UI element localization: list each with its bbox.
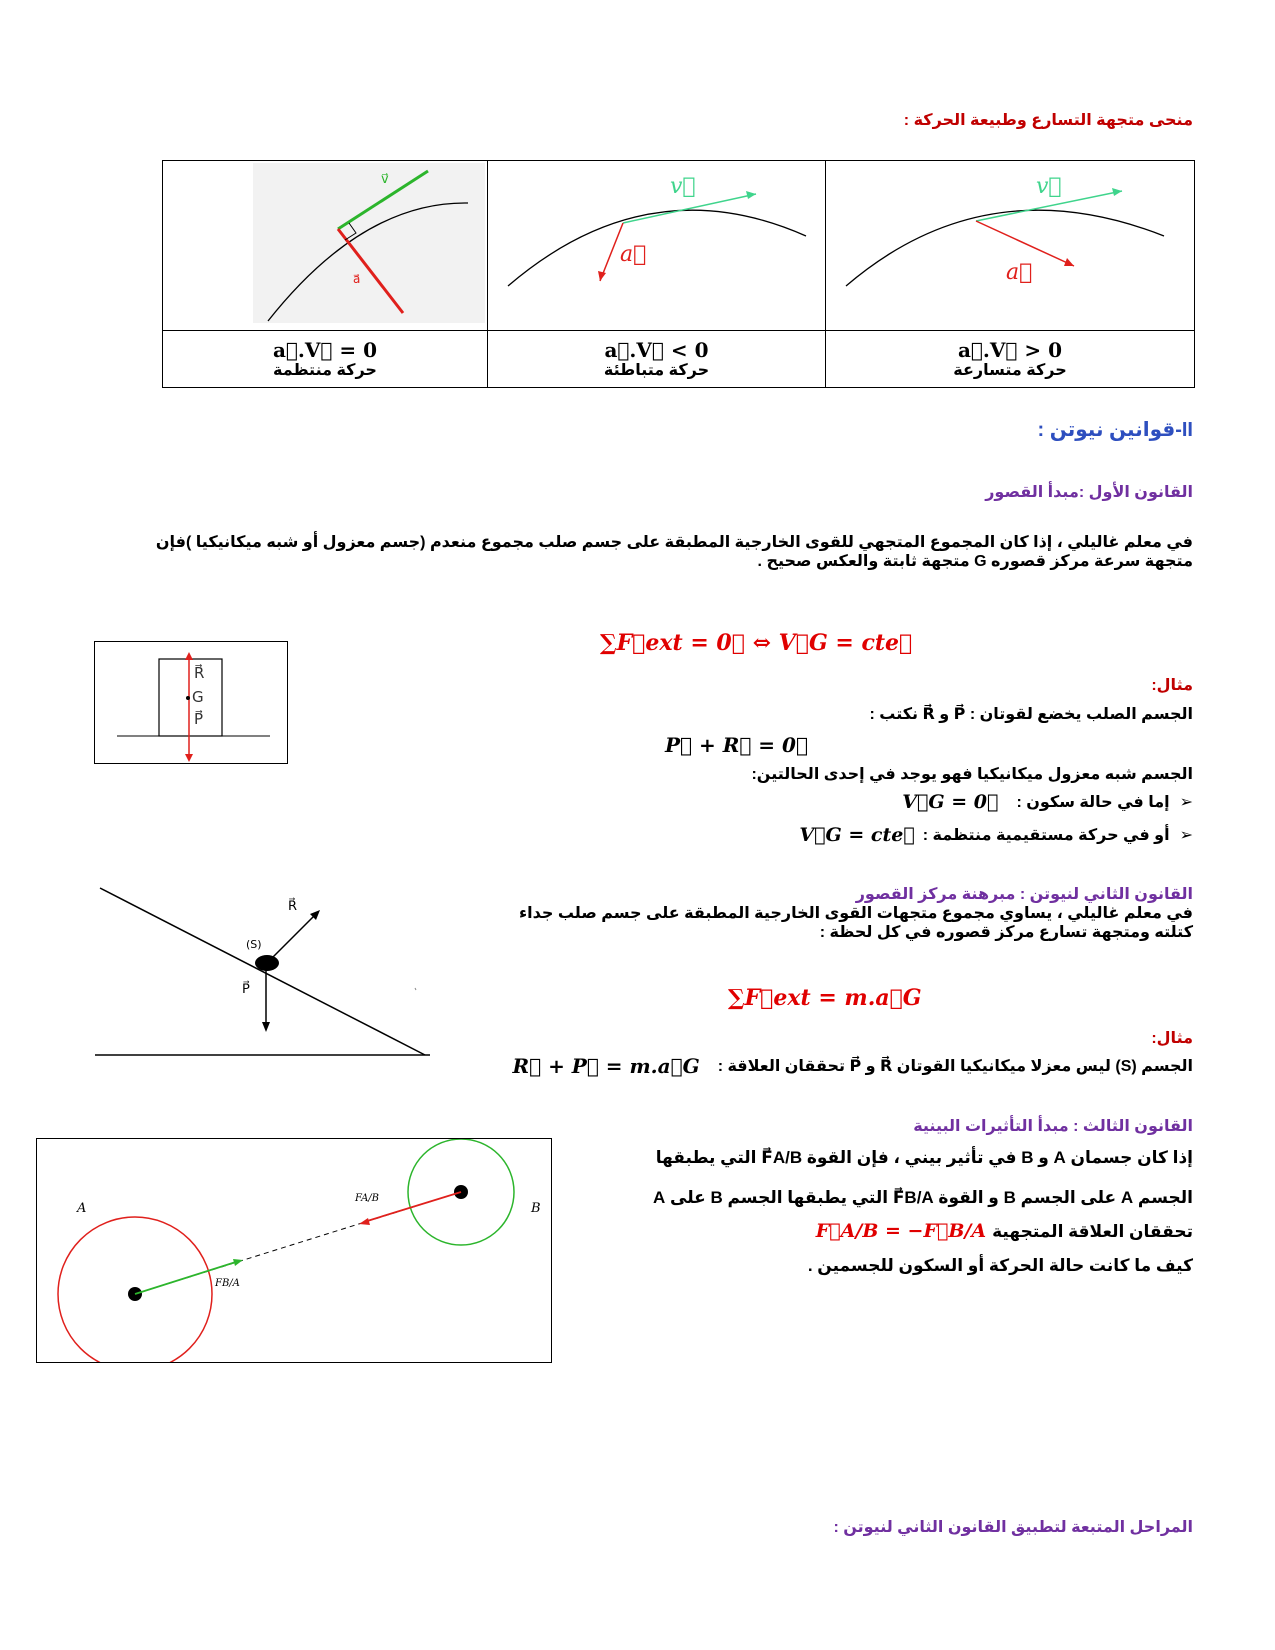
law1-text-line1: في معلم غاليلي ، إذا كان المجموع المتجهي للقوى الخارجية المطبقة على جسم صلب مجموع منعدم (جسم معزول أو شبه ميكانيكيا )فإن (155, 534, 1193, 551)
v-label: v⃗ (1036, 174, 1062, 199)
law1-example-line2: الجسم شبه معزول ميكانيكيا فهو يوجد في إحدى الحالتين: (751, 766, 1193, 783)
bullet2-text: أو في حركة مستقيمية منتظمة : (922, 827, 1170, 844)
acceleration-arrowhead (1064, 258, 1074, 266)
bullet2-eq: V⃗G = cte⃗ (799, 824, 915, 846)
inclined-plane-diagram (90, 880, 450, 1070)
steps-heading: المراحل المتبعة لتطبيق القانون الثاني لنيوتن : (833, 1519, 1193, 1536)
bullet-arrow-icon: ➢ (1179, 794, 1193, 811)
law2-example-eq: R⃗ + P⃗ = m.a⃗G (512, 1054, 700, 1078)
law3-title: القانون الثالث : مبدأ التأثيرات البينية (913, 1118, 1193, 1135)
law3-line1: إذا كان جسمان A و B في تأثير بيني ، فإن القوة F⃗A/B التي يطبقها (655, 1148, 1193, 1167)
center-g-point (186, 696, 190, 700)
block-on-surface-diagram (95, 642, 287, 763)
accelerating-motion-diagram (826, 161, 1194, 325)
accelerating-condition-cell (826, 331, 1195, 388)
law2-formula: ∑F⃗ext = m.a⃗G (728, 985, 922, 1011)
bullet-arrow-icon: ➢ (1179, 827, 1193, 844)
trajectory-curve (846, 210, 1164, 286)
figure-uniform-cell (163, 161, 488, 331)
law1-example-eq: P⃗ + R⃗ = 0⃗ (665, 733, 808, 757)
law3-line2: الجسم A على الجسم B و القوة F⃗B/A التي يطبقها الجسم B على A (652, 1188, 1193, 1207)
solid-block (159, 659, 222, 736)
force-ab-arrowhead (359, 1218, 370, 1225)
law2-example-text: الجسم (S) ليس معزلا ميكانيكيا القوتان R⃗ و P⃗ تحققان العلاقة : (717, 1058, 1193, 1075)
a-label: A (77, 1201, 87, 1216)
reaction-arrowhead (185, 652, 193, 660)
condition-uniform: a⃗.V⃗ = 0 (272, 338, 378, 362)
p-label: P⃗ (194, 710, 204, 728)
b-label: B (531, 1201, 541, 1216)
bullet1-text: إما في حالة سكون : (1016, 794, 1170, 811)
law2-example (473, 1054, 1193, 1078)
uniform-motion-diagram (163, 161, 487, 325)
scan-background (253, 163, 485, 323)
law3-figure (36, 1138, 552, 1363)
g-label: G (192, 688, 204, 706)
law2-title: القانون الثاني لنيوتن : مبرهنة مركز القصور (855, 886, 1193, 903)
law3-line3-text: تحققان العلاقة المتجهية (992, 1222, 1193, 1241)
law2-example-label: مثال: (1151, 1030, 1193, 1047)
law1-text (73, 533, 1193, 571)
r-label: R⃗ (288, 899, 298, 914)
reaction-vector (267, 913, 317, 963)
law1-bullet-uniform (493, 826, 1193, 845)
weight-arrowhead (262, 1022, 270, 1032)
bullet1-eq: V⃗G = 0⃗ (902, 791, 999, 813)
p-label: P⃗ (242, 982, 250, 997)
weight-arrowhead (185, 754, 193, 762)
a-label: a⃗ (1006, 260, 1033, 285)
law1-text-line2: متجهة سرعة مركز قصوره G متجهة ثابتة والعكس صحيح . (757, 553, 1193, 570)
law3-eq: F⃗A/B = −F⃗B/A (815, 1220, 987, 1242)
v-label: v⃗ (670, 174, 696, 199)
force-ba-arrowhead (233, 1259, 243, 1266)
law1-bullet-rest (493, 793, 1193, 812)
interaction-diagram (37, 1139, 551, 1362)
law1-figure (94, 641, 288, 764)
inclined-plane (100, 888, 425, 1055)
decelerating-condition-cell (488, 331, 826, 388)
law3-line4: كيف ما كانت حالة الحركة أو السكون للجسمين . (807, 1256, 1193, 1275)
fba-label: FB/A (215, 1278, 240, 1289)
condition-decelerating: a⃗.V⃗ < 0 (604, 338, 709, 362)
figure-accelerating-cell (826, 161, 1195, 331)
acceleration-arrowhead (598, 271, 606, 281)
law1-formula: ∑F⃗ext = 0⃗ ⇔ V⃗G = cte⃗ (600, 630, 913, 656)
heading-acceleration: منحى متجهة التسارع وطبيعة الحركة : (903, 112, 1193, 129)
label-accelerating: حركة متسارعة (953, 362, 1067, 379)
motion-types-table (162, 160, 1195, 388)
section-title-newton-laws: II-قوانين نيوتن : (1037, 419, 1193, 441)
law1-example-label: مثال: (1151, 677, 1193, 694)
r-label: R⃗ (194, 664, 205, 682)
s-label: (S) (246, 938, 262, 951)
uniform-condition-cell (163, 331, 488, 388)
law2-text-line2: كتلته ومتجهة تسارع مركز قصوره في كل لحظة : (819, 924, 1193, 941)
figure-decelerating-cell (488, 161, 826, 331)
law3-line3 (573, 1222, 1193, 1241)
law1-example-line1: الجسم الصلب يخضع لقوتان : P⃗ و R⃗ نكتب : (869, 706, 1193, 723)
trajectory-curve (508, 210, 806, 286)
a-label: a⃗ (353, 272, 361, 286)
law2-text (473, 904, 1193, 942)
scan-mark (415, 988, 416, 990)
law2-text-line1: في معلم غاليلي ، يساوي مجموع متجهات القوى الخارجية المطبقة على جسم صلب جداء (518, 905, 1193, 922)
fab-label: FA/B (355, 1193, 380, 1204)
label-uniform: حركة منتظمة (273, 362, 377, 379)
label-decelerating: حركة متباطئة (603, 362, 710, 379)
a-label: a⃗ (620, 242, 647, 267)
decelerating-motion-diagram (488, 161, 825, 325)
law1-title: القانون الأول :مبدأ القصور (985, 484, 1193, 501)
condition-accelerating: a⃗.V⃗ > 0 (957, 338, 1063, 362)
v-label: v⃗ (381, 172, 389, 187)
